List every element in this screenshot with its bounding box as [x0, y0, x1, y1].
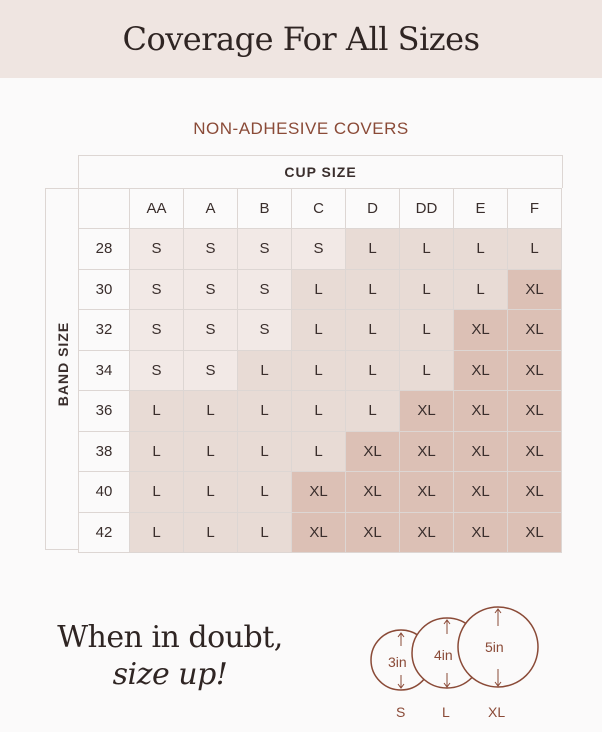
- table-row: [79, 350, 562, 391]
- size-cell: L: [400, 310, 454, 351]
- chart-subtitle: NON-ADHESIVE COVERS: [193, 119, 409, 138]
- size-cell: XL: [454, 391, 508, 432]
- table-row: [79, 229, 562, 270]
- table-row: [79, 512, 562, 553]
- size-cell: L: [238, 512, 292, 553]
- size-cell: XL: [346, 512, 400, 553]
- size-cell: XL: [400, 431, 454, 472]
- size-cell: L: [238, 431, 292, 472]
- size-cell: XL: [508, 472, 562, 513]
- size-cell: L: [184, 431, 238, 472]
- size-cell: XL: [508, 269, 562, 310]
- size-cell: L: [346, 310, 400, 351]
- size-cell: S: [130, 310, 184, 351]
- size-cell: S: [184, 269, 238, 310]
- band-header-32: 32: [79, 310, 130, 351]
- cup-header-e: E: [454, 189, 508, 229]
- header-banner: [0, 0, 602, 78]
- size-cell: XL: [346, 431, 400, 472]
- size-cell: L: [400, 229, 454, 270]
- size-cell: L: [400, 269, 454, 310]
- cup-header-f: F: [508, 189, 562, 229]
- size-cell: S: [238, 229, 292, 270]
- size-cell: XL: [508, 512, 562, 553]
- size-cell: XL: [454, 472, 508, 513]
- size-cell: L: [238, 391, 292, 432]
- size-cell: L: [238, 350, 292, 391]
- size-cell: L: [454, 269, 508, 310]
- size-cell: L: [508, 229, 562, 270]
- size-cell: S: [292, 229, 346, 270]
- size-up-line-1: When in doubt,: [57, 620, 283, 655]
- cup-header-row: [79, 189, 562, 229]
- size-cell: L: [400, 350, 454, 391]
- cup-size-header: CUP SIZE: [78, 155, 563, 188]
- size-cell: S: [130, 229, 184, 270]
- size-cell: L: [346, 229, 400, 270]
- page-title: Coverage For All Sizes: [122, 20, 480, 58]
- size-cell: L: [238, 472, 292, 513]
- table-row: [79, 472, 562, 513]
- size-cell: L: [292, 310, 346, 351]
- cup-header-aa: AA: [130, 189, 184, 229]
- cup-header-c: C: [292, 189, 346, 229]
- size-cell: S: [238, 310, 292, 351]
- size-cell: L: [184, 472, 238, 513]
- size-cell: L: [184, 512, 238, 553]
- size-cell: XL: [292, 512, 346, 553]
- circle-extra-large-measure: 5in: [485, 639, 504, 655]
- circle-large-measure: 4in: [434, 647, 453, 663]
- size-cell: L: [454, 229, 508, 270]
- size-cell: S: [238, 269, 292, 310]
- size-cell: L: [292, 391, 346, 432]
- size-cell: XL: [400, 391, 454, 432]
- size-cell: L: [130, 391, 184, 432]
- size-cell: XL: [400, 512, 454, 553]
- size-cell: XL: [292, 472, 346, 513]
- size-chart-table: [78, 188, 562, 553]
- size-cell: S: [184, 350, 238, 391]
- cup-header-a: A: [184, 189, 238, 229]
- size-cell: L: [184, 391, 238, 432]
- size-cell: XL: [508, 391, 562, 432]
- circle-large-label: L: [442, 704, 450, 720]
- table-row: [79, 310, 562, 351]
- table-row: [79, 269, 562, 310]
- size-cell: XL: [454, 431, 508, 472]
- band-header-30: 30: [79, 269, 130, 310]
- table-row: [79, 391, 562, 432]
- size-cell: L: [292, 431, 346, 472]
- size-cell: L: [346, 350, 400, 391]
- size-cell: XL: [400, 472, 454, 513]
- band-header-36: 36: [79, 391, 130, 432]
- size-up-message: [30, 620, 310, 692]
- circle-small-measure: 3in: [388, 654, 407, 670]
- size-cell: S: [184, 229, 238, 270]
- table-row: [79, 431, 562, 472]
- size-up-line-2: size up!: [112, 657, 228, 692]
- circle-small-label: S: [396, 704, 406, 720]
- size-cell: XL: [346, 472, 400, 513]
- size-cell: XL: [454, 512, 508, 553]
- band-header-42: 42: [79, 512, 130, 553]
- size-cell: L: [130, 431, 184, 472]
- size-cell: L: [346, 391, 400, 432]
- size-cell: XL: [508, 350, 562, 391]
- size-cell: L: [292, 350, 346, 391]
- cup-header-dd: DD: [400, 189, 454, 229]
- size-cell: S: [184, 310, 238, 351]
- band-header-28: 28: [79, 229, 130, 270]
- cup-header-b: B: [238, 189, 292, 229]
- band-header-34: 34: [79, 350, 130, 391]
- size-cell: L: [130, 512, 184, 553]
- band-size-header: [45, 188, 78, 550]
- cup-header-d: D: [346, 189, 400, 229]
- band-size-label: BAND SIZE: [55, 321, 71, 407]
- band-header-40: 40: [79, 472, 130, 513]
- size-cell: S: [130, 350, 184, 391]
- size-cell: L: [130, 472, 184, 513]
- table-corner: [79, 189, 130, 229]
- size-cell: XL: [454, 310, 508, 351]
- cover-size-diagram: [366, 600, 546, 725]
- size-cell: S: [130, 269, 184, 310]
- size-cell: L: [346, 269, 400, 310]
- size-cell: XL: [454, 350, 508, 391]
- size-cell: XL: [508, 431, 562, 472]
- size-cell: L: [292, 269, 346, 310]
- band-header-38: 38: [79, 431, 130, 472]
- size-cell: XL: [508, 310, 562, 351]
- circle-extra-large-label: XL: [488, 704, 506, 720]
